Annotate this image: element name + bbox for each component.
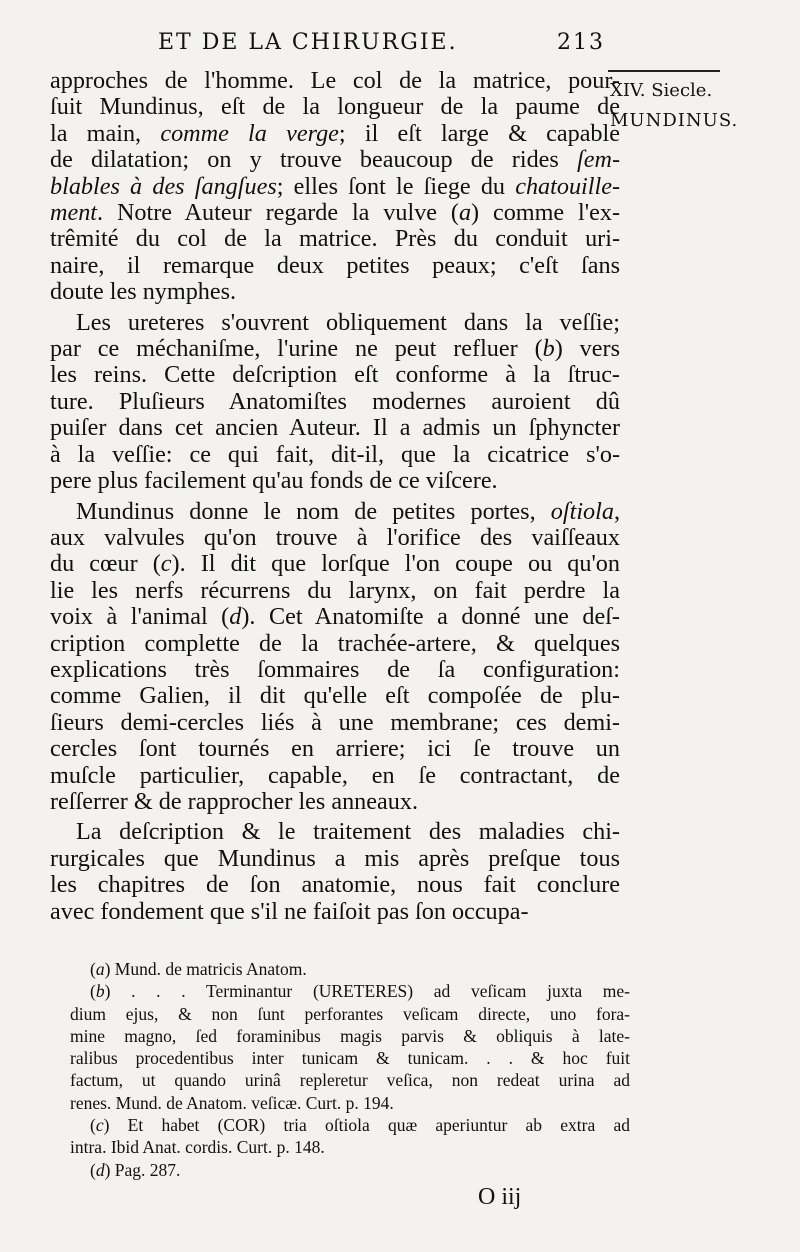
text-line: comme Galien, il dit qu'elle eſt compoſée de plu-	[50, 682, 620, 710]
text-line: ture. Pluſieurs Anatomiſtes modernes auroient dû	[50, 387, 620, 415]
text-line: doute les nymphes.	[50, 278, 237, 306]
margin-rule	[608, 70, 720, 72]
text-line: pere plus facilement qu'au fonds de ce viſcere.	[50, 467, 498, 495]
text-line: reſſerrer & de rapprocher les anneaux.	[50, 787, 418, 815]
text-line: ment. Notre Auteur regarde la vulve (a) comme l'ex-	[50, 199, 620, 227]
footnote-line: (a) Mund. de matricis Anatom.	[90, 959, 307, 979]
signature-mark: O iij	[478, 1184, 522, 1210]
text-line: voix à l'animal (d). Cet Anatomiſte a donné une deſ-	[50, 603, 620, 631]
footnotes	[70, 958, 630, 1181]
text-line: aux valvules qu'on trouve à l'orifice des vaiſſeaux	[50, 523, 620, 551]
footnote-line: renes. Mund. de Anatom. veſicæ. Curt. p. 194.	[70, 1092, 394, 1113]
text-line: muſcle particulier, capable, en ſe contractant, de	[50, 761, 620, 789]
text-line: blables à des ſangſues; elles ſont le ſiege du chatouille-	[50, 172, 620, 200]
running-title: ET DE LA CHIRURGIE.	[158, 30, 458, 55]
footnote-line: mine magno, ſed foraminibus magis parvis & obliquis à late-	[70, 1025, 630, 1046]
text-line: la main, comme la verge; il eſt large & capable	[50, 119, 620, 147]
text-line: avec fondement que s'il ne faiſoit pas ſon occupa-	[50, 897, 529, 925]
text-line: ſuit Mundinus, eſt de la longueur de la paume de	[50, 93, 620, 121]
text-line: Les ureteres s'ouvrent obliquement dans la veſſie;	[76, 308, 620, 336]
text-line: ſieurs demi-cercles liés à une membrane; ces demi-	[50, 708, 620, 736]
margin-name: MUNDINUS.	[610, 110, 739, 131]
text-line: cercles ſont tournés en arriere; ici ſe trouve un	[50, 735, 620, 763]
footnote-line: dium ejus, & non ſunt perforantes veſicam directe, uno fora-	[70, 1003, 630, 1024]
page-number: 213	[557, 30, 605, 55]
text-line: du cœur (c). Il dit que lorſque l'on coupe ou qu'on	[50, 550, 620, 578]
text-line: Mundinus donne le nom de petites portes, oſtiola,	[76, 497, 620, 525]
text-line: trêmité du col de la matrice. Près du conduit uri-	[50, 225, 620, 253]
text-line: lie les nerfs récurrens du larynx, on fait perdre la	[50, 576, 620, 604]
footnote-line: factum, ut quando urinâ repleretur veſica, non redeat urina ad	[70, 1070, 630, 1091]
margin-note	[610, 76, 790, 136]
text-line: naire, il remarque deux petites peaux; c'eſt ſans	[50, 251, 620, 279]
footnote-line: (c) Et habet (COR) tria oſtiola quæ aperiuntur ab extra ad	[90, 1115, 630, 1136]
text-line: La deſcription & le traitement des maladies chi-	[76, 818, 620, 846]
text-line: par ce méchaniſme, l'urine ne peut refluer (b) vers	[50, 335, 620, 363]
footnote-line: intra. Ibid Anat. cordis. Curt. p. 148.	[70, 1137, 325, 1158]
body-text	[50, 68, 620, 925]
text-line: cription complette de la trachée-artere, & quelques	[50, 629, 620, 657]
text-line: les chapitres de ſon anatomie, nous fait conclure	[50, 871, 620, 899]
text-line: explications très ſommaires de ſa configuration:	[50, 655, 620, 683]
footnote-line: ralibus procedentibus inter tunicam & tunicam. . . & hoc fuit	[70, 1048, 630, 1069]
footnote-line: (b) . . . Terminantur (URETERES) ad veſicam juxta me-	[90, 981, 630, 1002]
text-line: puiſer dans cet ancien Auteur. Il a admis un ſphyncter	[50, 414, 620, 442]
text-line: rurgicales que Mundinus a mis après preſque tous	[50, 844, 620, 872]
text-line: les reins. Cette deſcription eſt conforme à la ſtruc-	[50, 361, 620, 389]
text-line: à la veſſie: ce qui fait, dit-il, que la cicatrice s'o-	[50, 440, 620, 468]
margin-century: XIV. Siecle.	[610, 80, 713, 101]
text-line: de dilatation; on y trouve beaucoup de rides ſem-	[50, 146, 620, 174]
text-line: approches de l'homme. Le col de la matrice, pour-	[50, 67, 620, 94]
footnote-line: (d) Pag. 287.	[90, 1159, 181, 1180]
